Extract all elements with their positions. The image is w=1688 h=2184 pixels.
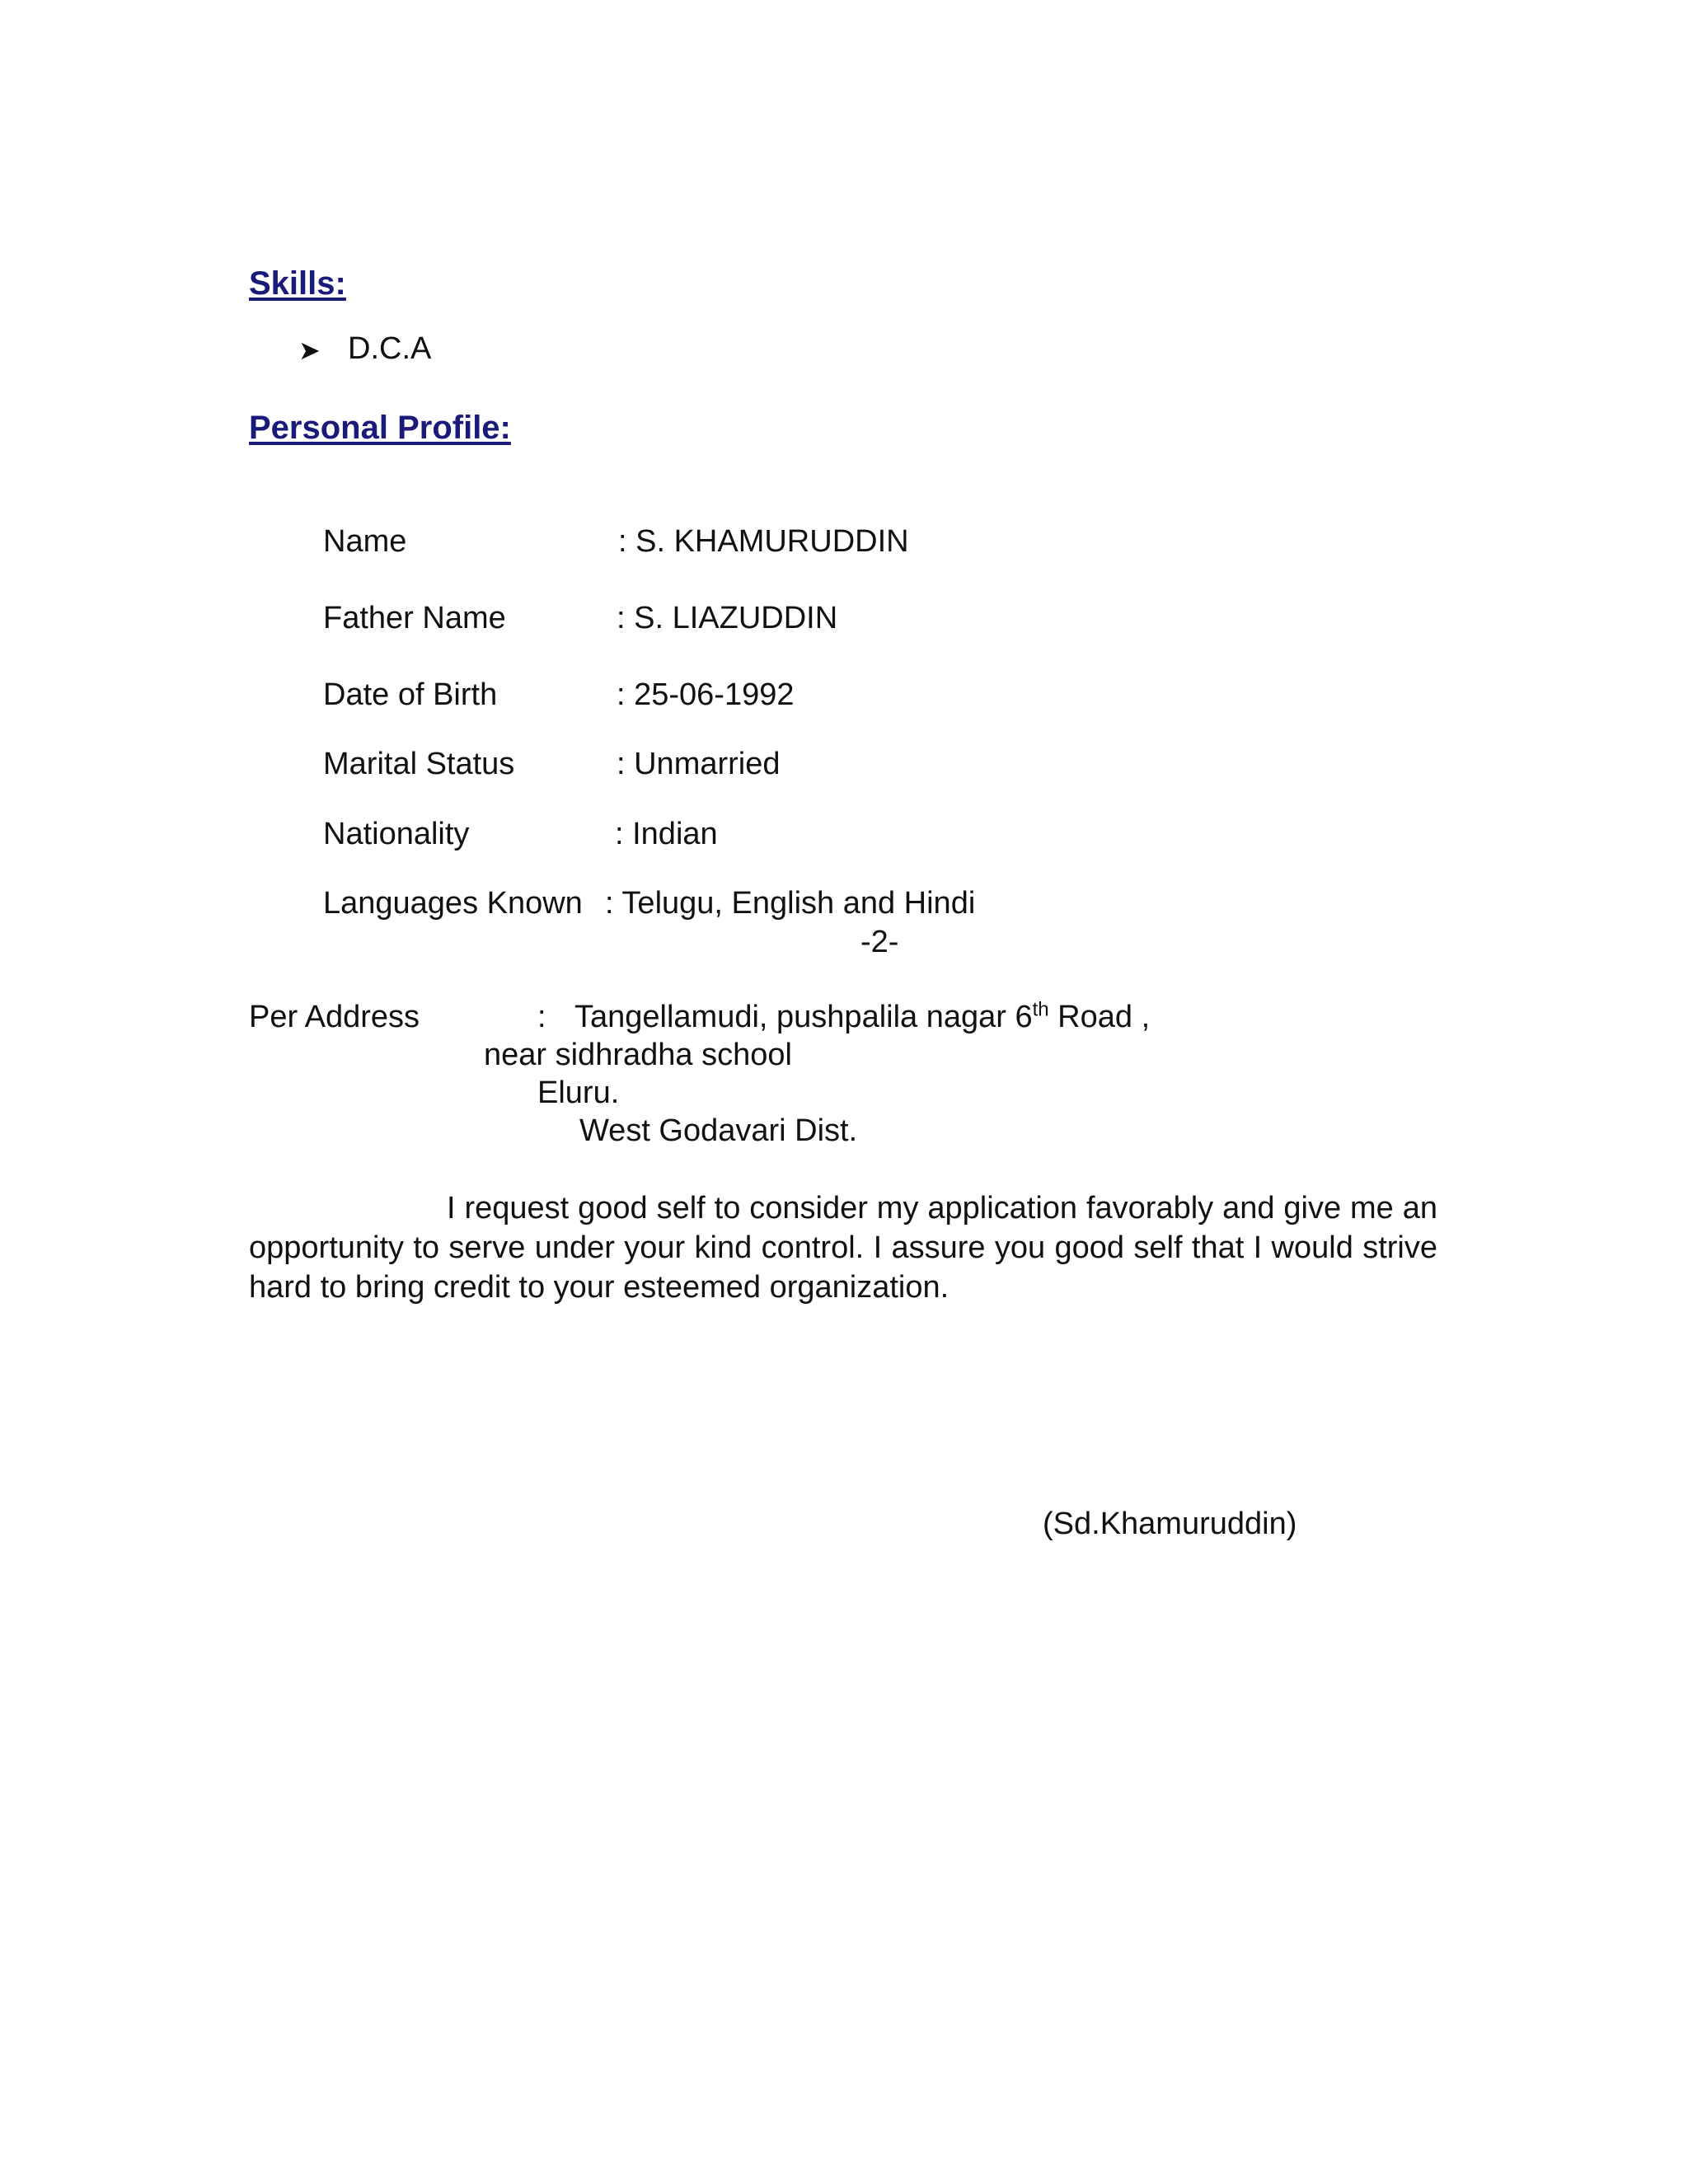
- bullet-arrow-icon: ➤: [298, 335, 321, 365]
- address-line-1-text: Tangellamudi, pushpalila nagar 6: [574, 1000, 1033, 1034]
- profile-value-languages: : Telugu, English and Hindi: [605, 886, 976, 921]
- profile-label-father-name: Father Name: [323, 601, 506, 635]
- address-line-1-suffix: Road ,: [1048, 1000, 1151, 1034]
- personal-profile-heading: Personal Profile:: [249, 410, 511, 446]
- profile-value-name: : S. KHAMURUDDIN: [618, 524, 909, 559]
- profile-value-nationality: : Indian: [615, 817, 718, 851]
- profile-value-marital-status: : Unmarried: [617, 747, 781, 781]
- profile-label-name: Name: [323, 524, 407, 559]
- closing-paragraph: [249, 1188, 1437, 1307]
- profile-label-marital-status: Marital Status: [323, 747, 515, 781]
- skills-heading: Skills:: [249, 265, 346, 302]
- profile-label-dob: Date of Birth: [323, 677, 498, 712]
- address-line-1-superscript: th: [1032, 998, 1049, 1021]
- profile-value-dob: : 25-06-1992: [617, 677, 795, 712]
- address-line-3: Eluru.: [537, 1076, 620, 1110]
- address-line-2: near sidhradha school: [484, 1038, 792, 1072]
- signature: (Sd.Khamuruddin): [1043, 1507, 1297, 1541]
- page-number: -2-: [860, 925, 899, 959]
- profile-label-languages: Languages Known: [323, 886, 583, 921]
- address-line-4: West Godavari Dist.: [579, 1113, 858, 1148]
- address-line-1: [574, 1000, 1150, 1035]
- profile-value-father-name: : S. LIAZUDDIN: [617, 601, 838, 635]
- closing-paragraph-text: I request good self to consider my application favorably and give me an opportunity to serve under your kind control. I assure you good self that I would strive hard to bring credit to your esteemed organization.: [249, 1191, 1437, 1305]
- address-separator: :: [537, 1000, 546, 1034]
- profile-label-nationality: Nationality: [323, 817, 470, 851]
- skill-item: D.C.A: [348, 331, 432, 366]
- address-label: Per Address: [249, 1000, 420, 1034]
